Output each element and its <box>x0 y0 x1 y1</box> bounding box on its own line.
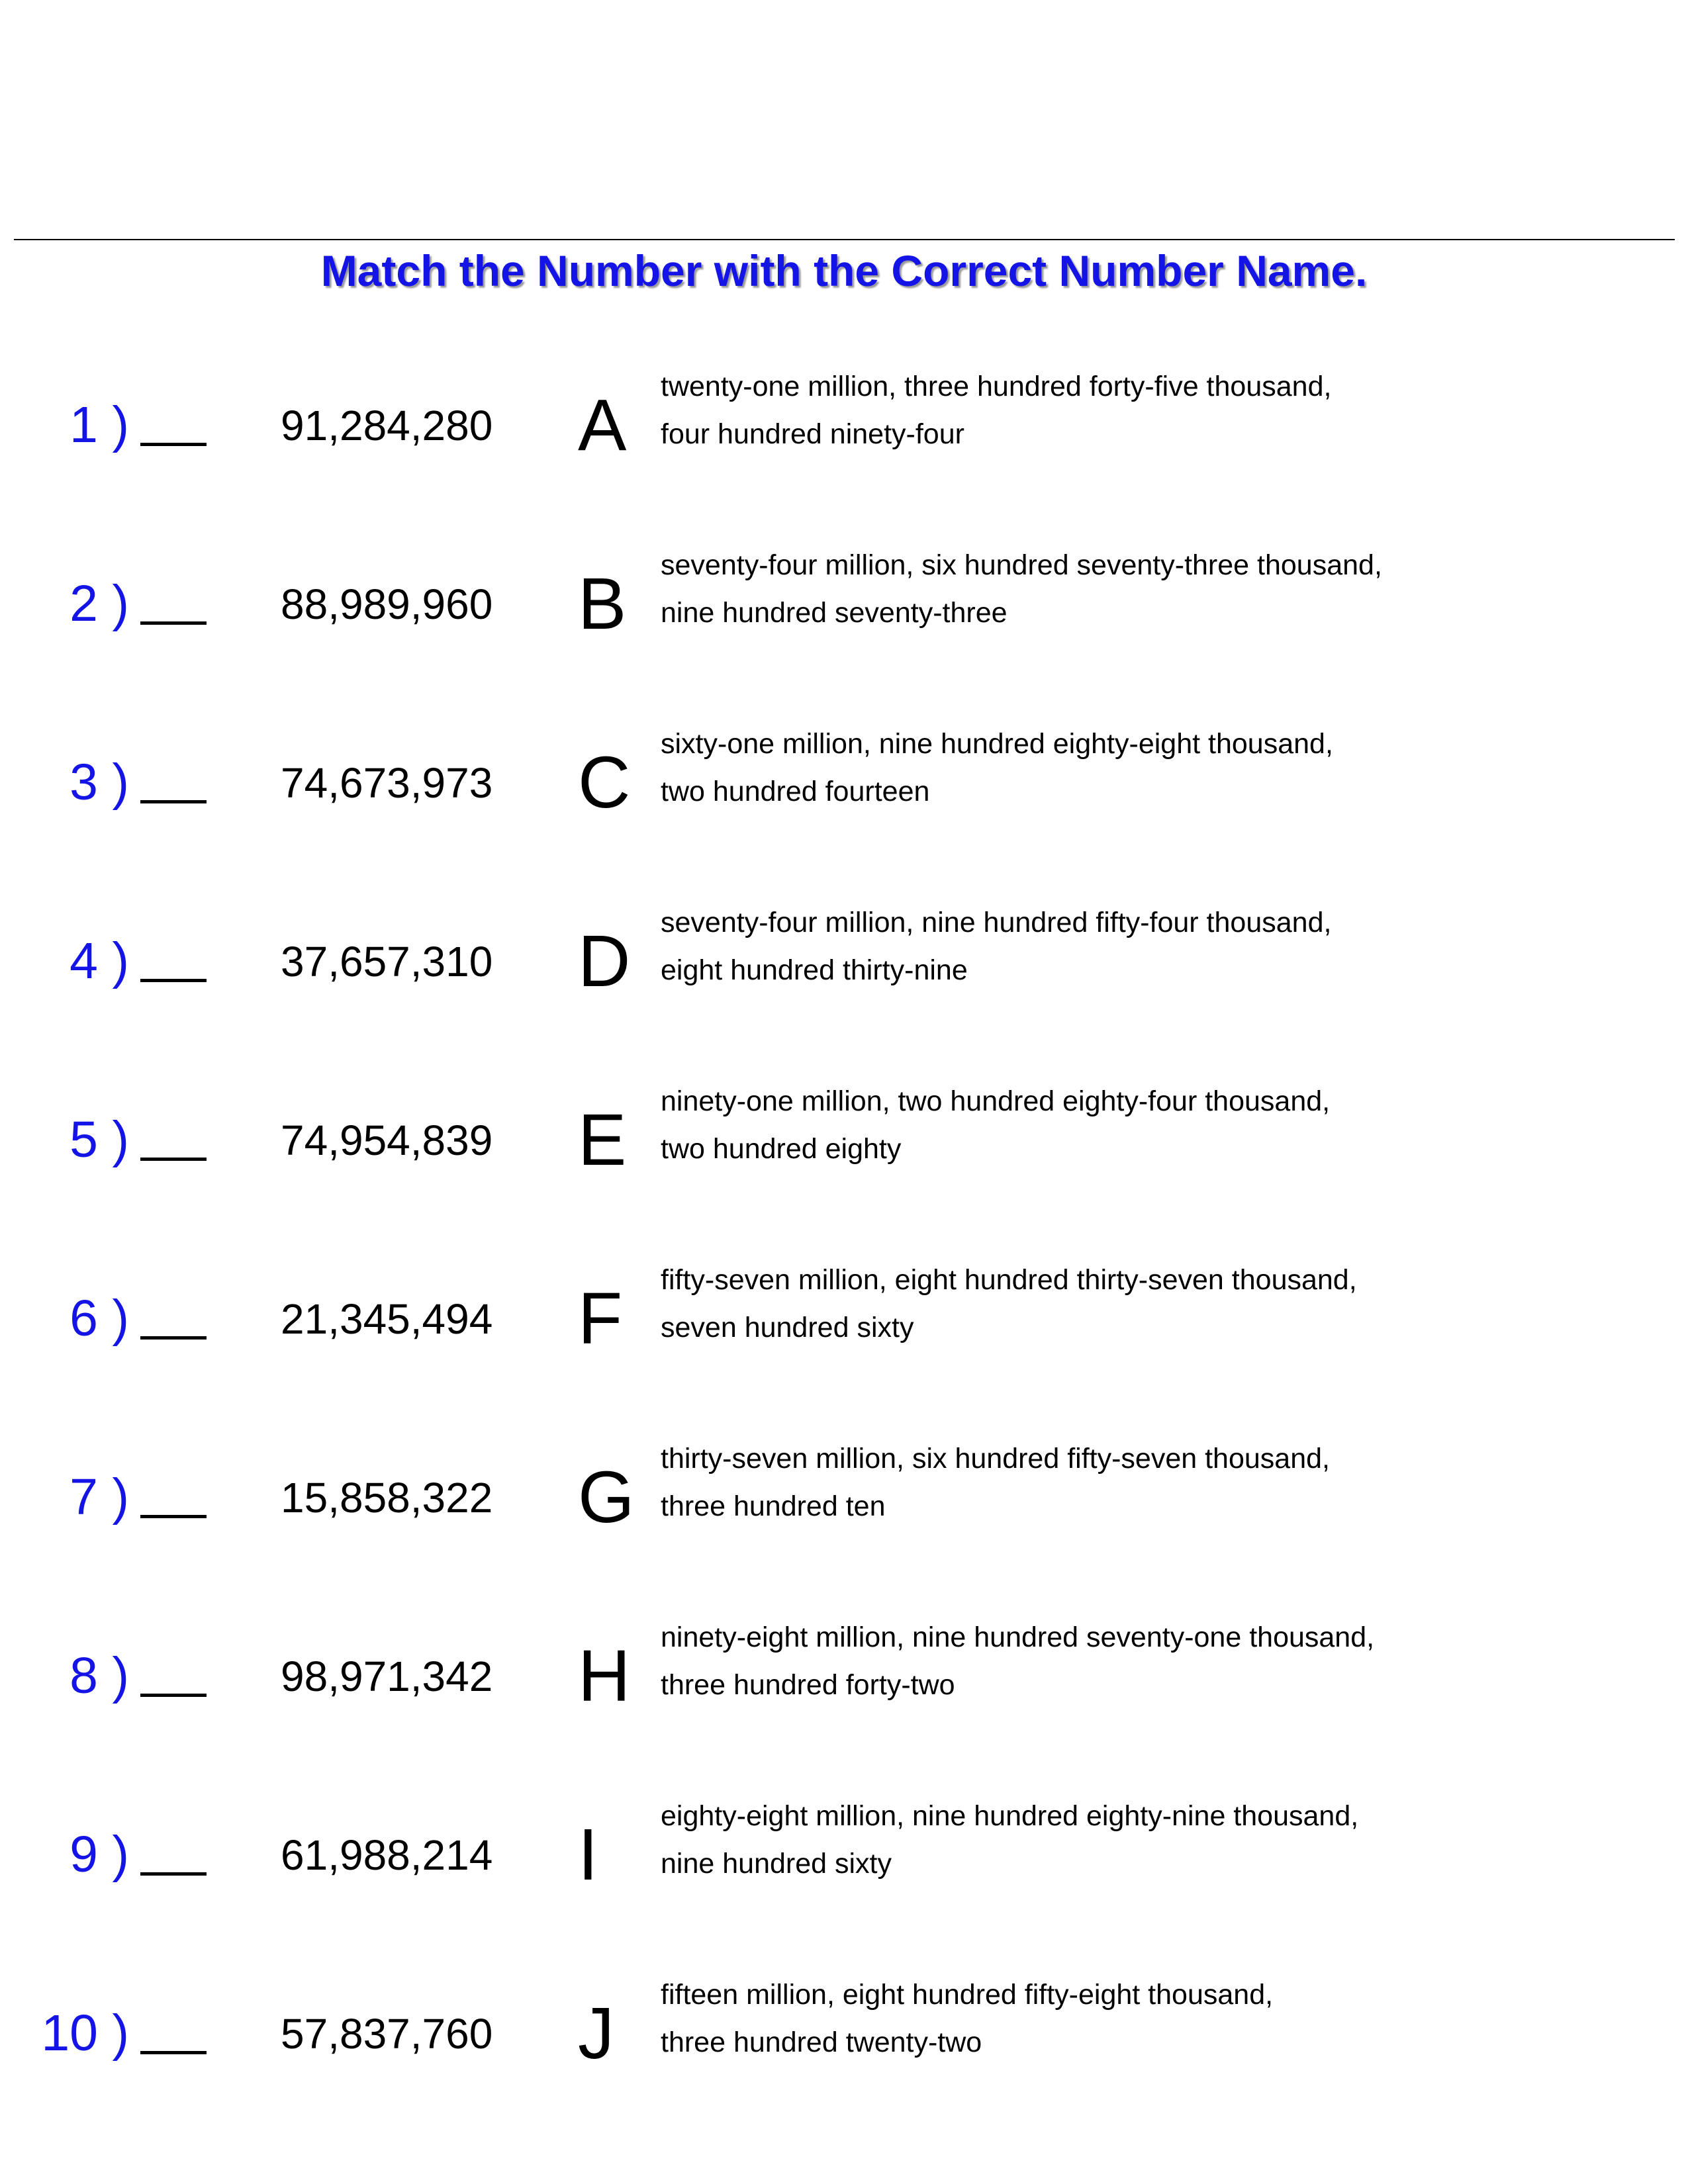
question-row <box>0 536 1688 668</box>
question-number: 7 ) <box>70 1469 129 1525</box>
option-letter: A <box>578 385 627 466</box>
number-name-line-1: sixty-one million, nine hundred eighty-eight thousand, <box>661 728 1333 760</box>
answer-blank[interactable] <box>140 2051 207 2054</box>
number-name-line-2: four hundred ninety-four <box>661 418 964 450</box>
number-name <box>661 1792 1358 1888</box>
option-letter: I <box>578 1814 598 1895</box>
number-value: 98,971,342 <box>281 1653 493 1700</box>
answer-blank[interactable] <box>140 1872 207 1876</box>
question-row <box>0 1251 1688 1383</box>
number-name-line-2: two hundred fourteen <box>661 776 930 807</box>
question-number: 8 ) <box>70 1647 129 1704</box>
number-name-line-2: nine hundred sixty <box>661 1848 892 1880</box>
number-value: 61,988,214 <box>281 1831 493 1879</box>
number-name-line-1: seventy-four million, nine hundred fifty-four thousand, <box>661 907 1332 938</box>
option-letter: E <box>578 1099 627 1181</box>
answer-blank[interactable] <box>140 1694 207 1697</box>
answer-blank[interactable] <box>140 979 207 982</box>
number-name-line-1: fifty-seven million, eight hundred thirty-seven thousand, <box>661 1264 1357 1296</box>
question-number: 4 ) <box>70 933 129 989</box>
question-number: 1 ) <box>70 396 129 453</box>
number-name-line-2: eight hundred thirty-nine <box>661 954 968 986</box>
number-value: 91,284,280 <box>281 402 493 449</box>
worksheet-title: Match the Number with the Correct Number Name. <box>320 246 1368 295</box>
question-row <box>0 715 1688 847</box>
header-divider <box>14 239 1675 240</box>
answer-blank[interactable] <box>140 800 207 803</box>
number-value: 21,345,494 <box>281 1295 493 1343</box>
number-name <box>661 1077 1330 1173</box>
number-name-line-2: seven hundred sixty <box>661 1312 914 1343</box>
option-letter: G <box>578 1457 635 1538</box>
option-letter: B <box>578 563 627 645</box>
option-letter: J <box>578 1993 614 2074</box>
number-name-line-2: three hundred forty-two <box>661 1669 955 1701</box>
number-name <box>661 899 1331 994</box>
number-name-line-2: nine hundred seventy-three <box>661 597 1008 629</box>
option-letter: C <box>578 742 631 823</box>
number-value: 88,989,960 <box>281 580 493 628</box>
option-letter: F <box>578 1278 623 1359</box>
number-name <box>661 363 1331 458</box>
question-number: 5 ) <box>70 1111 129 1168</box>
number-name-line-1: twenty-one million, three hundred forty-five thousand, <box>661 371 1332 402</box>
question-number: 2 ) <box>70 575 129 632</box>
number-name-line-1: eighty-eight million, nine hundred eighty-nine thousand, <box>661 1800 1359 1832</box>
number-value: 74,954,839 <box>281 1116 493 1164</box>
number-name-line-1: ninety-eight million, nine hundred seventy-one thousand, <box>661 1621 1375 1653</box>
answer-blank[interactable] <box>140 1515 207 1518</box>
question-row <box>0 893 1688 1026</box>
number-name-line-2: two hundred eighty <box>661 1133 902 1165</box>
number-name <box>661 720 1333 815</box>
question-number: 10 ) <box>41 2005 129 2062</box>
question-number: 3 ) <box>70 754 129 811</box>
number-name-line-2: three hundred twenty-two <box>661 2026 982 2058</box>
number-name <box>661 1971 1273 2066</box>
question-number: 9 ) <box>70 1826 129 1883</box>
question-row <box>0 1787 1688 1919</box>
number-value: 57,837,760 <box>281 2010 493 2058</box>
number-name-line-1: ninety-one million, two hundred eighty-four thousand, <box>661 1085 1331 1117</box>
option-letter: H <box>578 1635 631 1717</box>
question-row <box>0 1966 1688 2098</box>
number-value: 37,657,310 <box>281 938 493 985</box>
answer-blank[interactable] <box>140 1158 207 1161</box>
answer-blank[interactable] <box>140 443 207 446</box>
number-name <box>661 541 1382 637</box>
number-name-line-2: three hundred ten <box>661 1490 886 1522</box>
option-letter: D <box>578 921 631 1002</box>
question-number: 6 ) <box>70 1290 129 1347</box>
question-row <box>0 1430 1688 1562</box>
question-row <box>0 357 1688 490</box>
number-name-line-1: fifteen million, eight hundred fifty-eight thousand, <box>661 1979 1274 2011</box>
number-name <box>661 1614 1374 1709</box>
number-value: 15,858,322 <box>281 1474 493 1522</box>
number-name-line-1: seventy-four million, six hundred seventy-three thousand, <box>661 549 1382 581</box>
number-name <box>661 1256 1357 1351</box>
number-name <box>661 1435 1330 1530</box>
number-name-line-1: thirty-seven million, six hundred fifty-seven thousand, <box>661 1443 1330 1475</box>
number-value: 74,673,973 <box>281 759 493 807</box>
question-row <box>0 1608 1688 1741</box>
answer-blank[interactable] <box>140 1336 207 1340</box>
answer-blank[interactable] <box>140 621 207 625</box>
question-row <box>0 1072 1688 1205</box>
